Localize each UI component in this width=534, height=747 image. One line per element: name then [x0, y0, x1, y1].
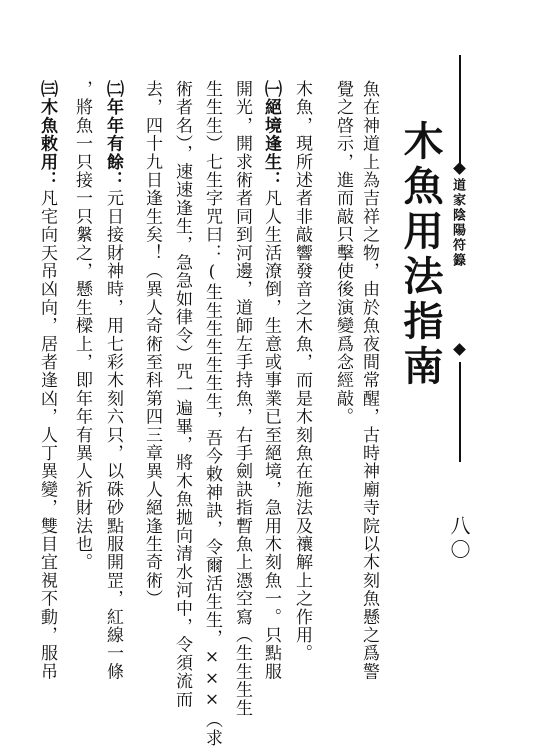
body-column-2	[334, 80, 351, 426]
page-title: 木魚用法指南	[397, 120, 443, 390]
body-column-6	[203, 80, 220, 747]
column-text: 術者名），速速逢生，急急如律令）咒一遍畢，將木魚拋向清水河中，令須流而	[172, 80, 192, 709]
section-heading-3: ㈢木魚敕用：	[37, 80, 57, 190]
column-text: 生生生）七生字咒曰：(生生生生生生生，吾今敕神訣，令爾活生生，×××（求	[202, 80, 222, 747]
header-rule-top	[459, 55, 461, 165]
body-column-5	[233, 80, 250, 717]
body-column-1	[360, 80, 377, 681]
column-text: 魚在神道上為吉祥之物，由於魚夜間常醒，古時神廟寺院以木刻魚懸之爲警	[359, 80, 379, 681]
section-heading-2: ㈡年年有餘：	[103, 80, 123, 190]
header-rule-bottom	[459, 362, 461, 462]
column-text: 凡人生活潦倒，生意或事業已至絕境，急用木刻魚一。只點服	[261, 189, 281, 681]
body-column-7	[173, 80, 190, 709]
body-column-4	[262, 80, 279, 681]
body-column-10	[73, 80, 90, 571]
column-text: 凡宅向天吊凶向，居者逢凶，人丁異變，雙目宜視不動，服吊	[37, 189, 57, 681]
column-text: 覺之啓示，進而敲只擊使後演變爲念經敲。	[333, 80, 353, 426]
column-text: 元日接財神時，用七彩木刻六只，以硃砂點服開罡，紅線一條	[103, 189, 123, 681]
body-column-11	[38, 80, 55, 681]
column-text: 去，四十九日逢生矣！（異人奇術至科第四三章異人絕逢生奇術）	[142, 80, 162, 608]
body-column-9	[104, 80, 121, 681]
column-text: 木魚，現所述者非敲響發音之木魚，而是木刻魚在施法及禳解上之作用。	[292, 80, 312, 663]
section-heading-1: ㈠絕境逢生：	[261, 80, 281, 190]
diamond-ornament-top	[453, 162, 466, 175]
body-column-8	[143, 80, 160, 608]
page-number: 八〇	[447, 515, 471, 563]
diamond-ornament-bottom	[453, 343, 466, 356]
series-title: 道家陰陽符籙	[450, 178, 465, 268]
column-text: ，將魚一只接一只縏之，懸生樑上，即年年有異人祈財法也。	[72, 80, 92, 572]
column-text: 開光，開求術者同到河邊，道師左手持魚，右手劍訣指暫魚上憑空寫（生生生生	[232, 80, 252, 717]
body-column-3	[293, 80, 310, 662]
